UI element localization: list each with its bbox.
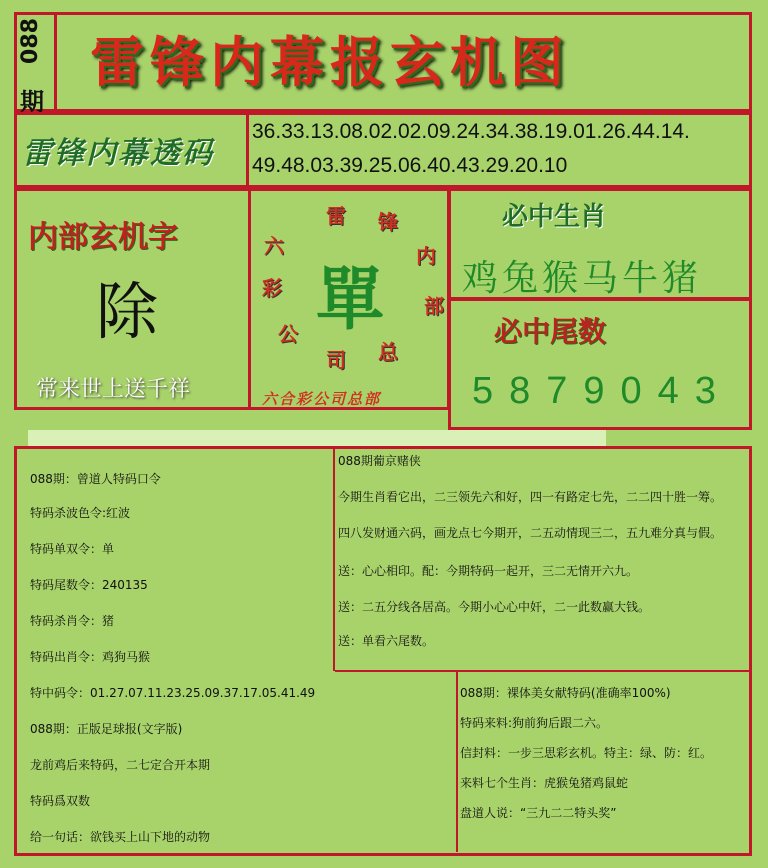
right-lower-line-2: 特码来料:狗前狗后跟二六。 — [460, 716, 609, 730]
zodiac-list: 鸡兔猴马牛猪 — [462, 258, 703, 299]
ring-char-5: 部 — [424, 294, 444, 318]
ring-char-8: 公 — [278, 322, 298, 346]
center-big-char: 單 — [316, 261, 385, 340]
company-name: 六合彩公司总部 — [262, 390, 382, 408]
issue-unit: 期 — [20, 88, 44, 116]
ring-char-3: 锋 — [378, 210, 398, 234]
issue-box — [14, 12, 57, 116]
left-line-10: 特码爲双数 — [30, 794, 91, 808]
left-line-5: 特码杀肖令：猪 — [30, 614, 115, 628]
inner-secret-char: 除 — [96, 275, 159, 348]
page-title: 雷锋内幕报玄机图 — [90, 30, 570, 94]
tail-digits: 5879043 — [472, 370, 732, 412]
right-upper-line-4: 送：心心相印。配：今期特码一起开，三二无情开六九。 — [338, 564, 639, 578]
white-bar — [28, 430, 606, 446]
left-panel-title: 内部玄机字 — [28, 220, 178, 255]
zodiac-panel-title: 必中生肖 — [502, 202, 607, 232]
left-panel-blessing: 常来世上送千祥 — [36, 377, 191, 402]
right-upper-line-1: 088期葡京赌侠 — [338, 454, 421, 468]
numbers-divider — [246, 115, 249, 185]
left-line-1: 088期：曾道人特码口令 — [30, 472, 161, 486]
right-lower-line-1: 088期：裸体美女献特码(准确率100%) — [460, 686, 671, 700]
right-lower-line-5: 盘道人说：“三九二二特头奖” — [460, 806, 617, 820]
numbers-line-2: 49.48.03.39.25.06.40.43.29.20.10 — [252, 154, 568, 177]
tail-panel-title: 必中尾数 — [494, 315, 607, 348]
right-lower-line-3: 信封料：一步三思彩玄机。特主：绿、防：红。 — [460, 746, 713, 760]
ring-char-9: 彩 — [262, 276, 282, 300]
numbers-line-1: 36.33.13.08.02.02.09.24.34.38.19.01.26.44.14. — [252, 120, 690, 143]
right-lower-line-4: 来料七个生肖：虎猴兔猪鸡鼠蛇 — [460, 776, 629, 790]
numbers-label: 雷锋内幕透码 — [22, 136, 214, 171]
right-upper-line-2: 今期生肖看它出，二三领先六和好，四一有路定七先，二二四十胜一筹。 — [338, 490, 723, 504]
ring-char-2: 雷 — [326, 204, 346, 228]
right-upper-line-5: 送：二五分线各居高。今期小心心中奸，二一此数赢大钱。 — [338, 600, 651, 614]
left-line-8: 088期：正版足球报(文字版) — [30, 722, 183, 736]
issue-number: 088 — [18, 18, 43, 64]
bottom-vertical-divider — [333, 449, 335, 671]
left-line-11: 给一句话：欲钱买上山下地的动物 — [30, 830, 211, 844]
left-line-6: 特码出肖令：鸡狗马猴 — [30, 650, 151, 664]
left-line-4: 特码尾数令：240135 — [30, 578, 148, 592]
left-line-9: 龙前鸡后来特码，二七定合开本期 — [30, 758, 211, 772]
left-line-7: 特中码令：01.27.07.11.23.25.09.37.17.05.41.49 — [30, 686, 316, 700]
left-line-2: 特码杀波色令:红波 — [30, 506, 131, 520]
ring-char-1: 六 — [264, 234, 284, 258]
right-upper-line-6: 送：单看六尾数。 — [338, 634, 435, 648]
ring-char-4: 内 — [416, 244, 436, 268]
bottom-lower-divider — [456, 672, 458, 852]
right-upper-line-3: 四八发财通六码，画龙点七今期开，二五动情现三二，五九难分真与假。 — [338, 526, 723, 540]
ring-char-6: 总 — [378, 340, 398, 364]
left-line-3: 特码单双令：单 — [30, 542, 115, 556]
bottom-horizontal-divider — [335, 670, 749, 672]
ring-char-7: 司 — [326, 348, 346, 372]
